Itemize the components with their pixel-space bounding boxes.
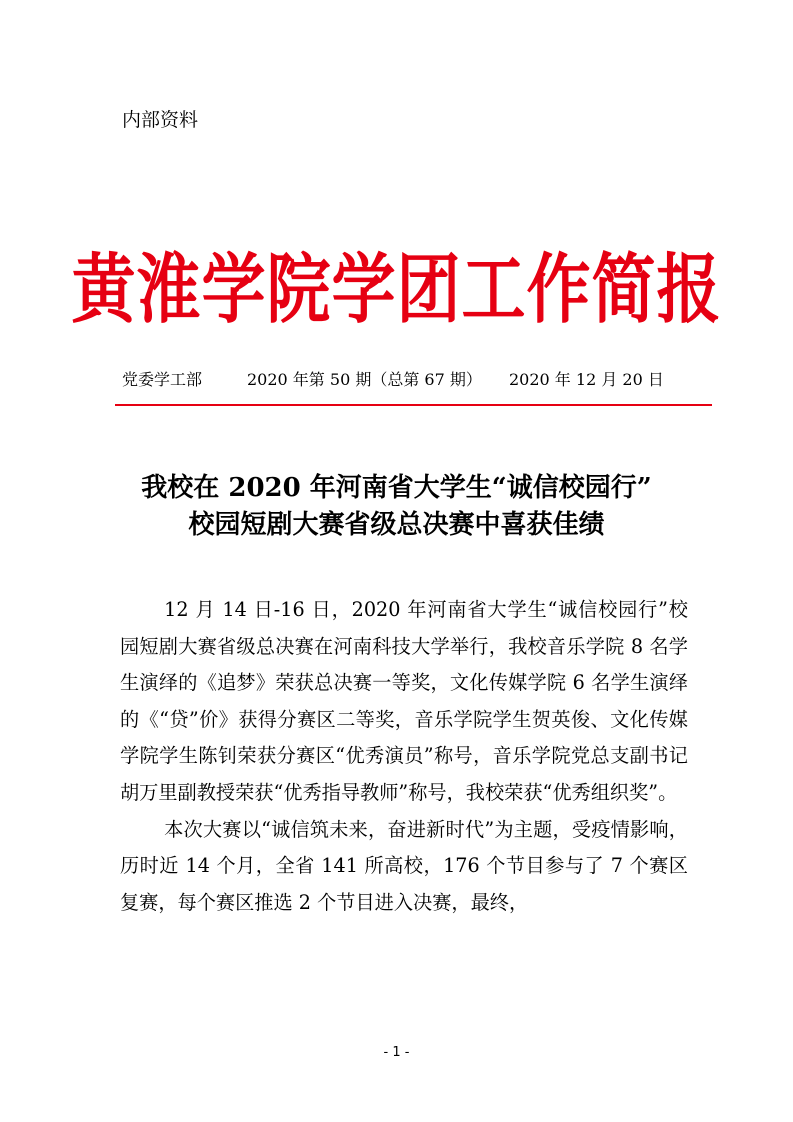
issue-info-line [122, 370, 682, 390]
issue-number: 2020 年第 50 期（总第 67 期） [247, 370, 482, 389]
headline-line-2: 校园短剧大赛省级总决赛中喜获佳绩 [188, 510, 605, 540]
masthead-divider [115, 404, 712, 406]
masthead-title: 黄淮学院学团工作简报 [71, 245, 722, 335]
department-name: 党委学工部 [122, 370, 203, 389]
article-headline [0, 470, 793, 544]
classification-label: 内部资料 [122, 109, 199, 131]
page-number: - 1 - [383, 1045, 410, 1060]
issue-date: 2020 年 12 月 20 日 [509, 370, 664, 389]
article-body [120, 592, 688, 921]
body-paragraph: 12 月 14 日-16 日，2020 年河南省大学生“诚信校园行”校园短剧大赛省级总决赛在河南科技大学举行，我校音乐学院 8 名学生演绎的《追梦》荣获总决赛一等奖，文化传媒学院 6 名学生演绎的《“贷”价》获得分赛区二等奖，音乐学院学生贺英俊、文化传媒学院学生陈钊荣获分赛区“优秀演员”称号，音乐学院党总支副书记胡万里副教授荣获“优秀指导教师”称号，我校荣获“优秀组织奖”。 [120, 598, 688, 804]
body-paragraph: 本次大赛以“诚信筑未来，奋进新时代”为主题，受疫情影响，历时近 14 个月，全省 141 所高校，176 个节目参与了 7 个赛区复赛，每个赛区推选 2 个节目进入决赛，最终， [120, 817, 688, 914]
headline-line-1: 我校在 2020 年河南省大学生“诚信校园行” [141, 473, 652, 503]
